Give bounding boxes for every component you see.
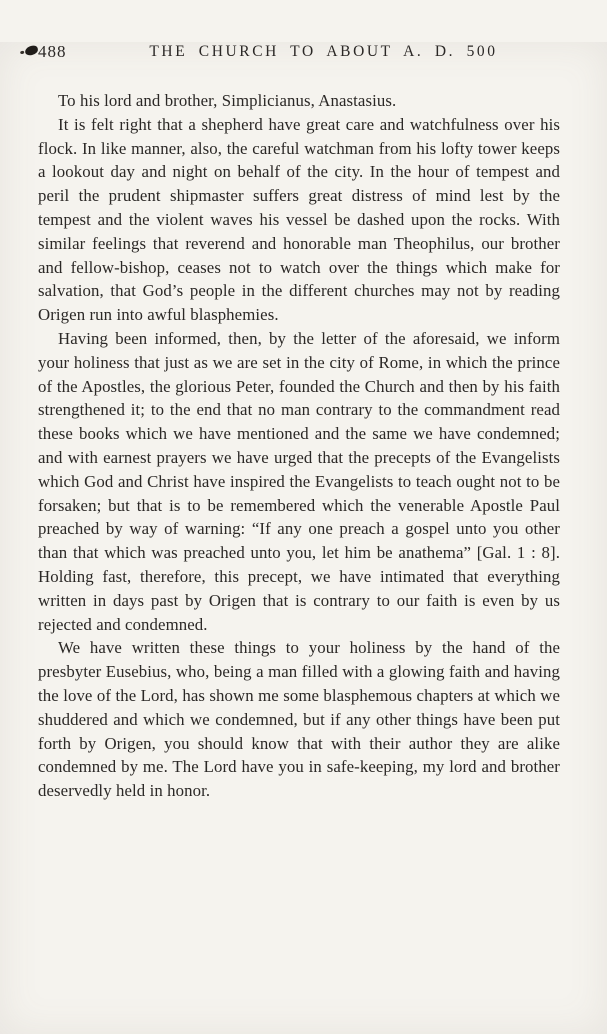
paragraph: Having been informed, then, by the letter of the aforesaid, we inform your holiness that just as we are set in the city of Rome, in which the prince of the Apostles, the glorious Peter, founded the Church and then by his faith strengthened it; to the end that no man contrary to the commandment read these books which we have mentioned and the same we have condemned; and with earnest prayers we have urged that the precepts of the Evangelists which God and Christ have inspired the Evangelists to teach ought not to be forsaken; but that is to be remembered which the venerable Apostle Paul preached by way of warning: “If any one preach a gospel unto you other than that which was preached unto you, let him be anathema” [Gal. 1 : 8]. Holding fast, therefore, this precept, we have intimated that everything written in days past by Origen that is contrary to our faith is even by us rejected and condemned. [38,328,560,634]
text-block [0,66,607,803]
salutation-paragraph: To his lord and brother, Simplicianus, Anastasius. [58,91,397,110]
paragraph: We have written these things to your holiness by the hand of the presbyter Eusebius, who, being a man filled with a glowing faith and having the love of the Lord, has shown me some blasphemous chapters at which we shuddered and which we condemned, but if any other things have been put forth by Origen, you should know that with their author they are alike condemned by me. The Lord have you in safe-keeping, my lord and brother deservedly held in honor. [38,638,560,801]
running-header: THE CHURCH TO ABOUT A. D. 500 [149,43,498,60]
page-header [0,42,607,66]
page-number: 488 [38,42,67,61]
paragraph: It is felt right that a shepherd have great care and watchfulness over his flock. In like manner, also, the careful watchman from his lofty tower keeps a lookout day and night on behalf of the city. In the hour of tempest and peril the prudent shipmaster suffers great distress of mind lest by the tempest and the violent waves his vessel be dashed upon the rocks. With similar feelings that reverend and honorable man Theophilus, our brother and fellow-bishop, ceases not to watch over the things which make for salvation, that God’s people in the different churches may not by reading Origen run into awful blasphemies. [38,114,560,325]
book-page [0,42,607,1034]
